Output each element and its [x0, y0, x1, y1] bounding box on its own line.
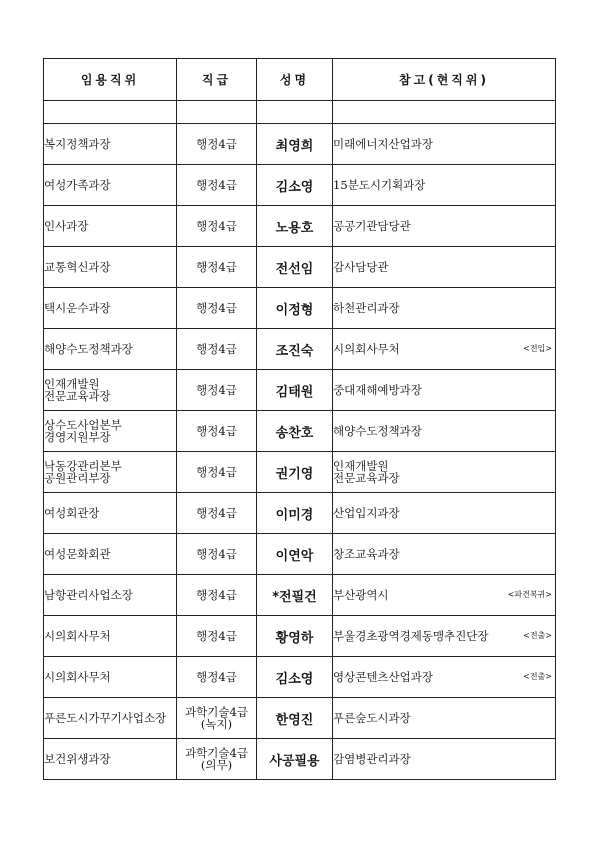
- position-cell: [44, 411, 177, 452]
- note-cell: [333, 124, 556, 165]
- note-cell: [333, 698, 556, 739]
- grade-cell: [177, 493, 257, 534]
- table-row: [44, 534, 556, 575]
- grade-line: 행정4급: [196, 218, 237, 233]
- position-line: 푸른도시가꾸기사업소장: [44, 710, 167, 725]
- table-row: [44, 616, 556, 657]
- grade-line: 행정4급: [196, 464, 237, 479]
- grade-line: 행정4급: [196, 341, 237, 356]
- grade-line: 행정4급: [196, 628, 237, 643]
- grade-cell: [177, 534, 257, 575]
- table-row: [44, 739, 556, 780]
- note-line: 하천관리과장: [333, 300, 400, 315]
- grade-line: 행정4급: [196, 587, 237, 602]
- position-line: 낙동강관리본부: [44, 458, 122, 473]
- table-row: [44, 329, 556, 370]
- position-cell: [44, 247, 177, 288]
- grade-cell: [177, 739, 257, 780]
- note-line: 공공기관담당관: [333, 218, 411, 233]
- position-cell: [44, 288, 177, 329]
- position-cell: [44, 329, 177, 370]
- grade-cell: [177, 288, 257, 329]
- grade-line: (의무): [200, 758, 233, 772]
- grade-line: 과학기술4급: [185, 704, 248, 719]
- grade-cell: [177, 452, 257, 493]
- position-line: 여성가족과장: [44, 177, 111, 192]
- note-line: 인재개발원: [333, 458, 389, 473]
- header-name: 성명: [257, 59, 333, 101]
- position-line: 여성문화회관: [44, 546, 111, 561]
- position-line: 인사과장: [44, 218, 89, 233]
- position-line: 복지정책과장: [44, 136, 111, 151]
- note-cell: [333, 739, 556, 780]
- note-tag: <전출>: [523, 630, 552, 640]
- header-position: 임용직위: [44, 59, 177, 101]
- note-cell: [333, 452, 556, 493]
- name-cell: 김태원: [257, 370, 333, 411]
- position-cell: [44, 493, 177, 534]
- position-line: 시의회사무처: [44, 628, 111, 643]
- grade-line: (녹지): [200, 717, 233, 731]
- name-cell: 조진숙: [257, 329, 333, 370]
- personnel-table: [43, 58, 556, 780]
- position-line: 공원관리부장: [44, 471, 111, 485]
- note-cell: [333, 657, 556, 698]
- note-cell: [333, 288, 556, 329]
- name-cell: 황영하: [257, 616, 333, 657]
- grade-line: 행정4급: [196, 300, 237, 315]
- note-tag: <전입>: [523, 343, 552, 353]
- table-row: [44, 288, 556, 329]
- note-line: 15분도시기획과장: [333, 177, 426, 192]
- position-line: 시의회사무처: [44, 669, 111, 684]
- table-row: [44, 657, 556, 698]
- table-row: [44, 165, 556, 206]
- note-cell: [333, 616, 556, 657]
- grade-cell: [177, 329, 257, 370]
- note-line: 시의회사무처: [333, 341, 400, 356]
- position-line: 전문교육과장: [44, 389, 111, 403]
- grade-cell: [177, 124, 257, 165]
- note-cell: [333, 575, 556, 616]
- note-line: 전문교육과장: [333, 471, 400, 485]
- table-row: [44, 698, 556, 739]
- position-line: 상수도사업본부: [44, 417, 122, 432]
- name-cell: 이미경: [257, 493, 333, 534]
- grade-cell: [177, 575, 257, 616]
- name-cell: 이연악: [257, 534, 333, 575]
- table-row: [44, 575, 556, 616]
- header-grade: 직급: [177, 59, 257, 101]
- note-line: 중대재해예방과장: [333, 382, 422, 397]
- name-cell: 전선임: [257, 247, 333, 288]
- grade-cell: [177, 616, 257, 657]
- note-cell: [333, 165, 556, 206]
- position-cell: [44, 370, 177, 411]
- note-cell: [333, 411, 556, 452]
- grade-line: 과학기술4급: [185, 745, 248, 760]
- note-line: 감염병관리과장: [333, 751, 411, 766]
- name-cell: 사공필용: [257, 739, 333, 780]
- table-row: [44, 206, 556, 247]
- name-cell: 최영희: [257, 124, 333, 165]
- position-cell: [44, 739, 177, 780]
- table-row: [44, 247, 556, 288]
- note-line: 푸른숲도시과장: [333, 710, 411, 725]
- position-line: 택시운수과장: [44, 300, 111, 315]
- name-cell: 노용호: [257, 206, 333, 247]
- table-row: [44, 493, 556, 534]
- position-line: 인재개발원: [44, 376, 100, 391]
- grade-line: 행정4급: [196, 136, 237, 151]
- position-line: 보건위생과장: [44, 751, 111, 766]
- note-cell: [333, 493, 556, 534]
- note-line: 영상콘텐츠산업과장: [333, 669, 433, 684]
- grade-line: 행정4급: [196, 546, 237, 561]
- grade-line: 행정4급: [196, 505, 237, 520]
- grade-cell: [177, 370, 257, 411]
- header-note: 참고(현직위): [333, 59, 556, 101]
- name-cell: 권기영: [257, 452, 333, 493]
- note-cell: [333, 206, 556, 247]
- table-row: [44, 370, 556, 411]
- position-cell: [44, 698, 177, 739]
- position-cell: [44, 452, 177, 493]
- grade-cell: [177, 206, 257, 247]
- grade-cell: [177, 657, 257, 698]
- header-row: [44, 59, 556, 101]
- table-row: [44, 124, 556, 165]
- grade-line: 행정4급: [196, 382, 237, 397]
- note-line: 창조교육과장: [333, 546, 400, 561]
- note-cell: [333, 247, 556, 288]
- position-cell: [44, 534, 177, 575]
- name-cell: *전필건: [257, 575, 333, 616]
- grade-line: 행정4급: [196, 259, 237, 274]
- grade-cell: [177, 165, 257, 206]
- note-line: 해양수도정책과장: [333, 423, 422, 438]
- table-row: [44, 452, 556, 493]
- note-cell: [333, 329, 556, 370]
- position-line: 경영지원부장: [44, 430, 111, 444]
- position-line: 교통혁신과장: [44, 259, 111, 274]
- grade-line: 행정4급: [196, 423, 237, 438]
- note-line: 산업입지과장: [333, 505, 400, 520]
- note-line: 부산광역시: [333, 587, 389, 602]
- name-cell: 한영진: [257, 698, 333, 739]
- table-row: [44, 411, 556, 452]
- position-cell: [44, 124, 177, 165]
- grade-line: 행정4급: [196, 177, 237, 192]
- name-cell: 김소영: [257, 657, 333, 698]
- grade-cell: [177, 247, 257, 288]
- name-cell: 김소영: [257, 165, 333, 206]
- note-tag: <전출>: [523, 671, 552, 681]
- name-cell: 송찬호: [257, 411, 333, 452]
- position-cell: [44, 657, 177, 698]
- grade-line: 행정4급: [196, 669, 237, 684]
- position-cell: [44, 616, 177, 657]
- blank-row: [44, 101, 556, 124]
- position-line: 남항관리사업소장: [44, 587, 133, 602]
- position-cell: [44, 165, 177, 206]
- note-line: 부울경초광역경제동맹추진단장: [333, 628, 489, 643]
- position-cell: [44, 206, 177, 247]
- note-tag: <파견복귀>: [507, 589, 552, 599]
- note-line: 미래에너지산업과장: [333, 136, 433, 151]
- grade-cell: [177, 411, 257, 452]
- position-line: 여성회관장: [44, 505, 100, 520]
- note-cell: [333, 534, 556, 575]
- position-cell: [44, 575, 177, 616]
- note-line: 감사담당관: [333, 259, 389, 274]
- position-line: 해양수도정책과장: [44, 341, 133, 356]
- grade-cell: [177, 698, 257, 739]
- name-cell: 이정형: [257, 288, 333, 329]
- note-cell: [333, 370, 556, 411]
